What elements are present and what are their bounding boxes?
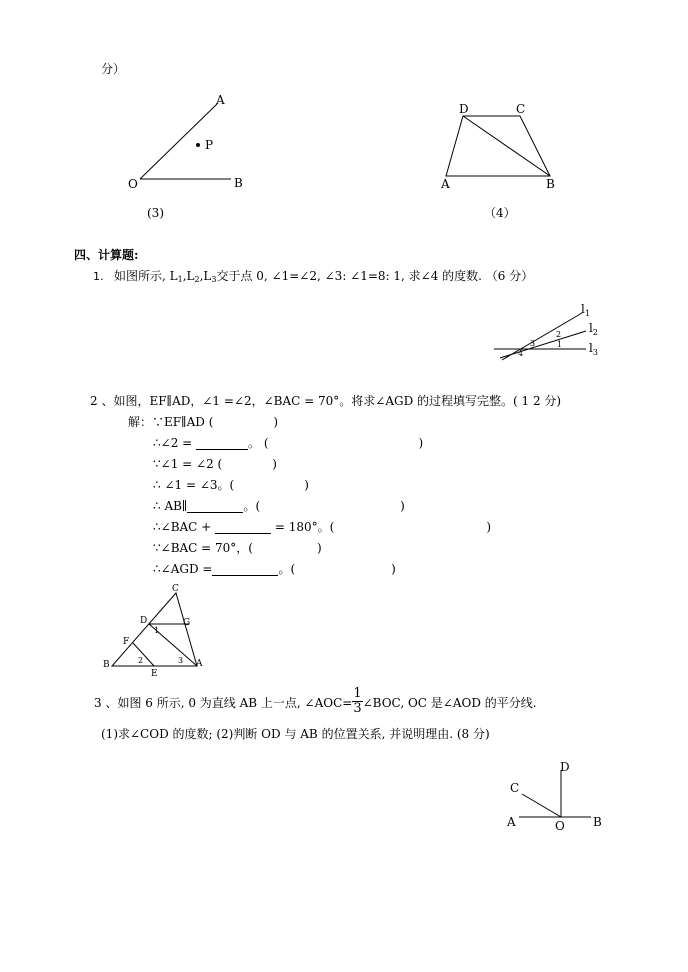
- fig4-label-b: B: [546, 177, 555, 191]
- q2-line-7: ∵∠BAC = 70°，( ): [153, 541, 322, 555]
- section-heading: 四、计算题:: [74, 248, 139, 262]
- q3-label-c: C: [510, 781, 520, 795]
- q1-number: 1.: [93, 270, 104, 283]
- q2-label-f: F: [123, 637, 130, 647]
- q2-label-g: G: [183, 618, 191, 628]
- q2-line-1: 解：∵EF∥AD ( ): [128, 415, 279, 429]
- q1-text: 如图所示, $L_1,L_2,L_3$交于点 0, ∠1=∠2, ∠3: ∠1=8: 1, 求∠4 的度数. （6 分）: [114, 269, 534, 284]
- fig4-caption: （4）: [484, 206, 516, 220]
- continued-score-text: 分）: [101, 62, 126, 76]
- q2-line-4: ∴ ∠1 = ∠3。( ): [153, 478, 309, 492]
- q3-label-b: B: [593, 815, 602, 829]
- q2-angle-3: 3: [178, 656, 184, 665]
- q2-line-3: ∵∠1 = ∠2 ( ): [153, 457, 277, 471]
- fig3-label-a: A: [216, 93, 225, 107]
- q2-line-8: ∴∠AGD = 。( ): [153, 562, 396, 576]
- q2-label-b: B: [103, 660, 110, 670]
- q3-label-d: D: [560, 760, 570, 774]
- q2-label-e: E: [151, 669, 158, 679]
- q1-angle-1: 1: [557, 340, 563, 349]
- fig3-label-p: P: [205, 138, 214, 152]
- q2-angle-1: 1: [154, 626, 160, 635]
- q3-fraction: $\frac{1}{3}$: [353, 686, 362, 716]
- q2-label-a: A: [196, 659, 203, 669]
- fig3-label-b: B: [234, 176, 243, 190]
- q3-stem: 3 、如图 6 所示, 0 为直线 AB 上一点, ∠AOC= $\frac{1}{3}$ ∠BOC, OC 是∠AOD 的平分线.: [94, 686, 537, 716]
- q2-angle-2: 2: [138, 656, 144, 665]
- q1-angle-2: 2: [556, 330, 562, 339]
- q3-label-a: A: [507, 815, 516, 829]
- q2-label-c: C: [172, 584, 179, 594]
- fig4-label-a: A: [441, 177, 450, 191]
- q3-subquestions: (1)求∠COD 的度数; (2)判断 OD 与 AB 的位置关系, 并说明理由. (8 分): [101, 727, 490, 741]
- q2-line-5: ∴ AB∥ 。( ): [153, 499, 405, 513]
- svg-text:l2: $l_2$: [589, 321, 598, 337]
- svg-text:l1: $l_1$: [581, 302, 590, 318]
- q2-stem: 2 、如图，EF∥AD，∠1 =∠2，∠BAC = 70°。将求∠AGD 的过程填写完整。( 1 2 分): [90, 394, 562, 408]
- q2-line-6: ∴∠BAC + = 180°。( ): [153, 520, 492, 534]
- q2-line-2: ∴∠2 = 。 ( ): [153, 436, 424, 450]
- q1-angle-4: 4: [518, 349, 524, 358]
- fig4-label-d: D: [459, 102, 469, 116]
- fig4-label-c: C: [516, 102, 526, 116]
- q1-angle-3: 3: [530, 339, 536, 348]
- fig3-caption: (3): [147, 206, 164, 220]
- fig3-label-o: O: [128, 177, 138, 191]
- q2-label-d: D: [140, 616, 148, 626]
- svg-text:l3: $l_3$: [589, 341, 598, 357]
- q3-label-o: O: [555, 819, 565, 833]
